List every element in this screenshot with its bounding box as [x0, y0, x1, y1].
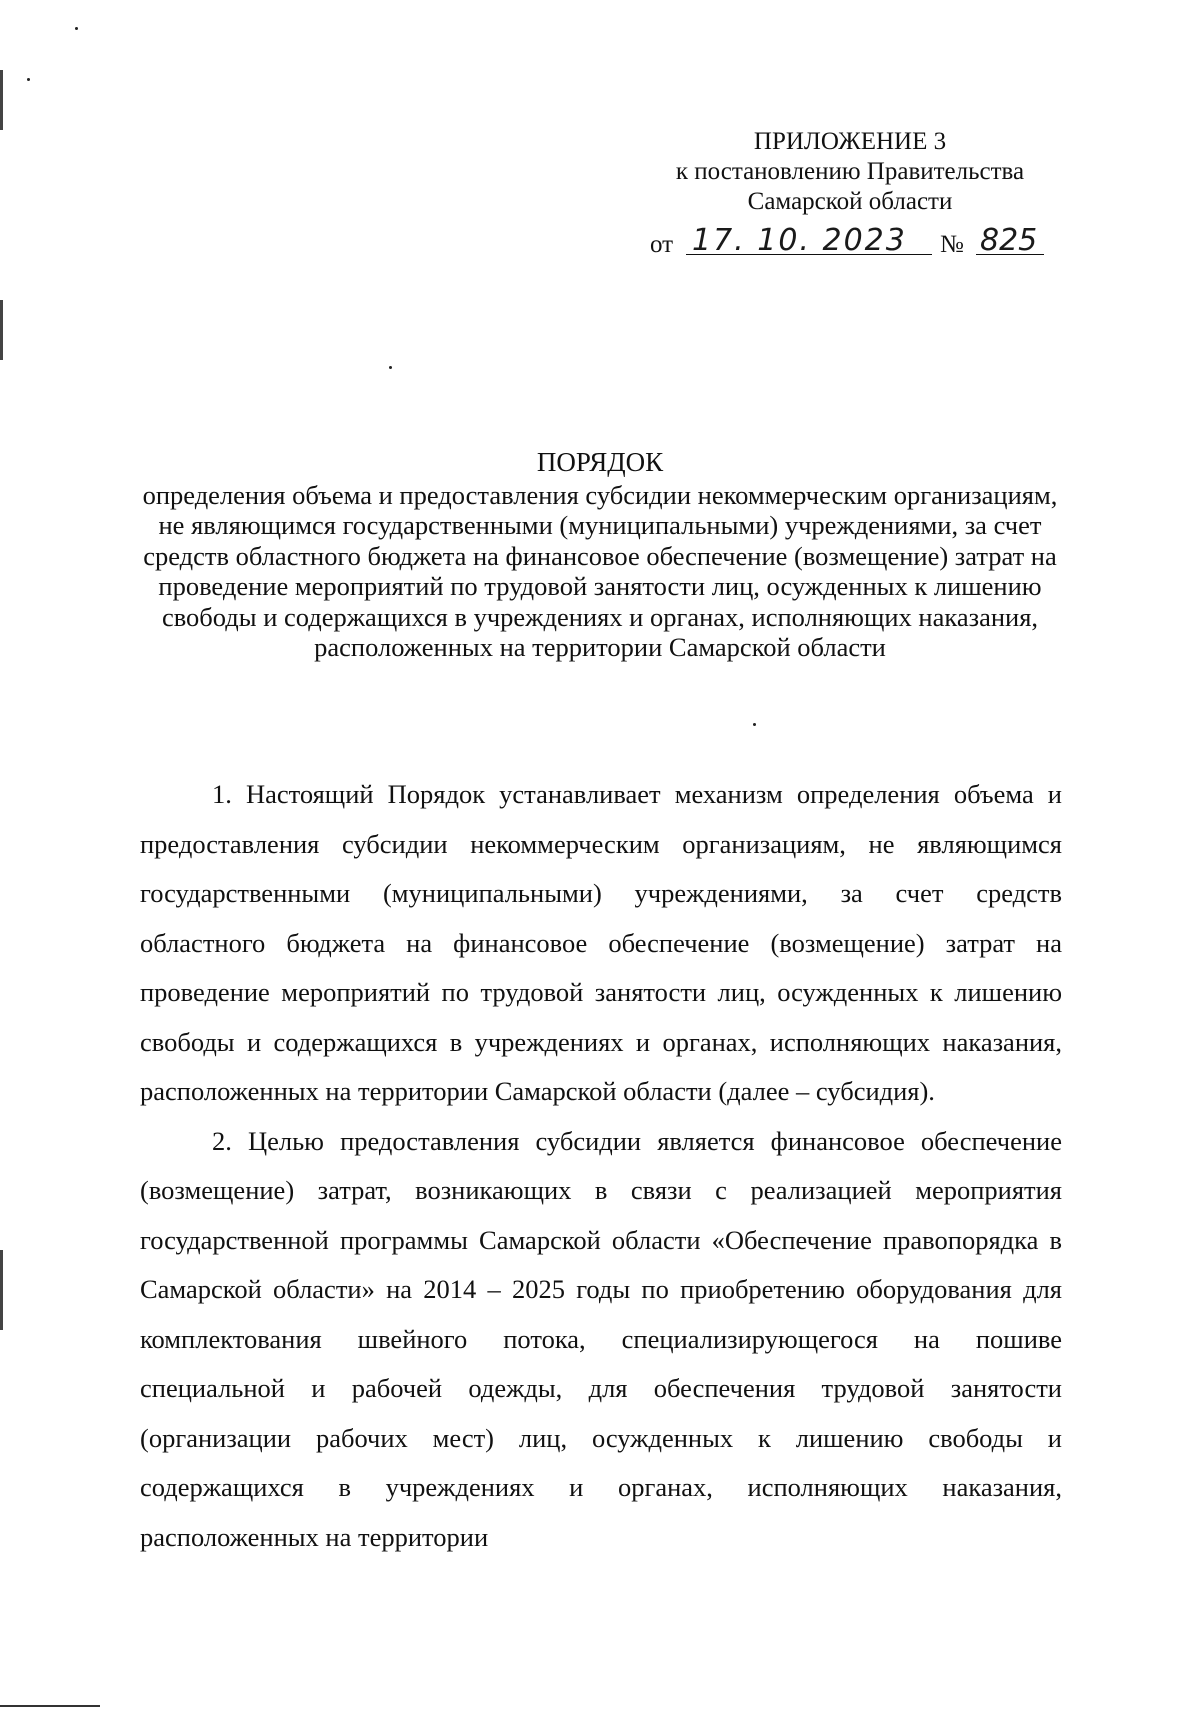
- scan-edge-mark: [0, 70, 3, 130]
- appendix-line-1: к постановлению Правительства: [675, 158, 1025, 185]
- document-title: ПОРЯДОК: [536, 447, 664, 477]
- appendix-title: ПРИЛОЖЕНИЕ 3: [753, 128, 947, 155]
- document-subtitle: определения объема и предоставления субсидии некоммерческим организациям, не являющимся государственными (муниципальными) учреждениями, за счет средств областного бюджета на финансовое обеспечение (возмещение) затрат на проведение мероприятий по трудовой занятости лиц, осужденных к лишению свободы и содержащихся в учреждениях и органах, исполняющих наказания, расположенных на территории Самарской области: [142, 480, 1058, 663]
- scan-edge-mark: [0, 300, 3, 360]
- scan-bottom-mark: [0, 1705, 100, 1707]
- paragraph-2: 2. Целью предоставления субсидии является финансовое обеспечение (возмещение) затрат, возникающих в связи с реализацией мероприятия государственной программы Самарской области «Обеспечение правопорядка в Самарской области» на 2014 – 2025 годы по приобретению оборудования для комплектования швейного потока, специализирующегося на пошиве специальной и рабочей одежды, для обеспечения трудовой занятости (организации рабочих мест) лиц, осужденных к лишению свободы и содержащихся в учреждениях и органах, исполняющих наказания, расположенных на территории: [140, 1125, 1062, 1552]
- document-body: [140, 770, 1062, 1562]
- appendix-header: [620, 127, 1080, 217]
- appendix-line-2: Самарской области: [747, 188, 953, 215]
- scan-edge-mark: [0, 1250, 3, 1330]
- paragraph-1: 1. Настоящий Порядок устанавливает механизм определения объема и предоставления субсидии некоммерческим организациям, не являющимся государственными (муниципальными) учреждениями, за счет средств областного бюджета на финансовое обеспечение (возмещение) затрат на проведение мероприятий по трудовой занятости лиц, осужденных к лишению свободы и содержащихся в учреждениях и органах, исполняющих наказания, расположенных на территории Самарской области (далее – субсидия).: [140, 779, 1062, 1106]
- number-label: №: [940, 231, 964, 258]
- handwritten-date: 17. 10. 2023: [686, 223, 932, 255]
- scan-speck: [753, 723, 756, 726]
- scan-speck: [389, 366, 392, 369]
- date-from-label: от: [650, 231, 674, 258]
- scan-speck: [27, 78, 30, 81]
- handwritten-number: 825: [976, 223, 1044, 255]
- scan-speck: [75, 27, 78, 30]
- appendix-date-row: [650, 223, 1070, 259]
